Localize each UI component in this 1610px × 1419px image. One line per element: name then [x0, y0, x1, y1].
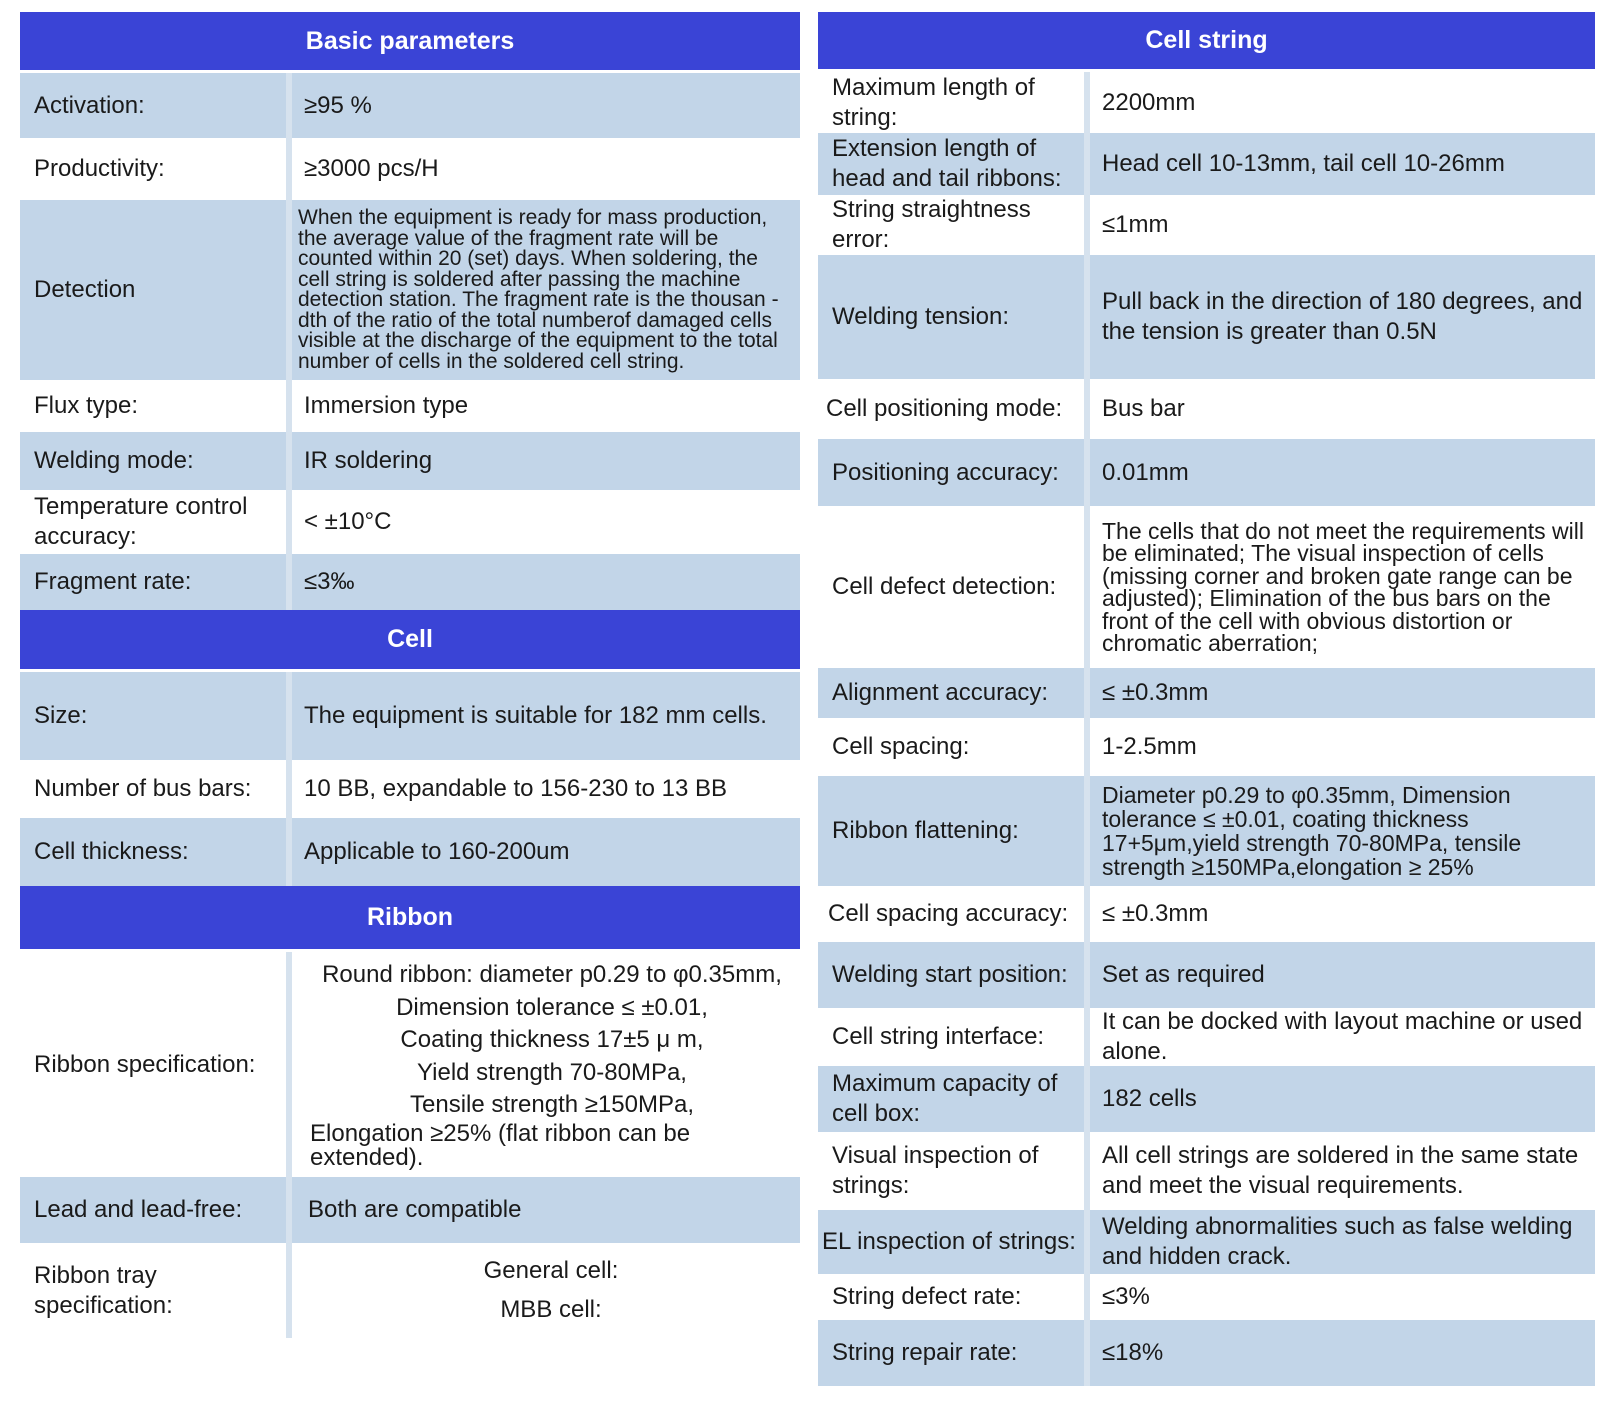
spec-value: ≤18%: [1090, 1320, 1595, 1386]
spec-row-el-inspection: [818, 1210, 1595, 1274]
spec-value: 1-2.5mm: [1090, 718, 1595, 776]
spec-key: Visual inspection of strings:: [818, 1132, 1090, 1210]
spec-key: Welding tension:: [818, 255, 1090, 379]
section-header-cell: Cell: [20, 610, 800, 672]
spec-row-activation: [20, 73, 800, 138]
spec-key: Maximum length of string:: [818, 72, 1090, 133]
spec-key: Ribbon flattening:: [818, 776, 1090, 886]
spec-key: Fragment rate:: [20, 554, 292, 610]
spec-value: It can be docked with layout machine or used alone.: [1090, 1008, 1595, 1066]
spec-value: ≤1mm: [1090, 195, 1595, 255]
spec-key: Ribbon tray specification:: [20, 1243, 292, 1338]
right-spec-table: [818, 12, 1595, 1386]
spec-row-detection: [20, 200, 800, 380]
spec-row-ribbon-flattening: [818, 776, 1595, 886]
spec-line: Dimension tolerance ≤ ±0.01,: [396, 993, 708, 1021]
spec-key: Cell string interface:: [818, 1008, 1090, 1066]
spec-row-extension-length: [818, 133, 1595, 195]
spec-key: Productivity:: [20, 138, 292, 200]
spec-value: 2200mm: [1090, 72, 1595, 133]
spec-key: Positioning accuracy:: [818, 439, 1090, 506]
spec-value: Bus bar: [1090, 379, 1595, 439]
spec-row-cell-defect-detection: [818, 506, 1595, 668]
spec-row-ribbon-tray: [20, 1243, 800, 1338]
spec-key: Number of bus bars:: [20, 760, 292, 818]
left-spec-table: [20, 12, 800, 1338]
spec-key: String repair rate:: [818, 1320, 1090, 1386]
spec-key: Cell spacing:: [818, 718, 1090, 776]
spec-key: String straightness error:: [818, 195, 1090, 255]
spec-value-list: [292, 1243, 800, 1338]
spec-key: Size:: [20, 672, 292, 760]
spec-value: ≥95 %: [292, 73, 800, 138]
spec-row-cell-positioning-mode: [818, 379, 1595, 439]
spec-value: Set as required: [1090, 942, 1595, 1008]
spec-line: Yield strength 70-80MPa,: [417, 1058, 687, 1086]
spec-line: Coating thickness 17±5 μ m,: [400, 1026, 704, 1054]
spec-value: IR soldering: [292, 432, 800, 490]
spec-row-straightness-error: [818, 195, 1595, 255]
spec-row-max-string-length: [818, 72, 1595, 133]
spec-row-lead-free: [20, 1177, 800, 1243]
spec-value: When the equipment is ready for mass production, the average value of the fragment rate will be counted within 20 (set) days. When soldering, the cell string is soldered after passing the machine detection station. The fragment rate is the thousan -dth of the ratio of the total numberof damaged cells visible at the discharge of the equipment to the total number of cells in the soldered cell string.: [292, 200, 800, 380]
spec-line: Round ribbon: diameter p0.29 to φ0.35mm,: [322, 961, 782, 989]
spec-value: The cells that do not meet the requirements will be eliminated; The visual inspection of cells (missing corner and broken gate range can be adjusted); Elimination of the bus bars on the front of the cell with obvious distortion or chromatic aberration;: [1090, 506, 1595, 668]
spec-value: All cell strings are soldered in the same state and meet the visual requirements.: [1090, 1132, 1595, 1210]
spec-value: Both are compatible: [292, 1177, 800, 1243]
spec-value: Pull back in the direction of 180 degrees, and the tension is greater than 0.5N: [1090, 255, 1595, 379]
spec-key: Welding start position:: [818, 942, 1090, 1008]
spec-key: Maximum capacity of cell box:: [818, 1066, 1090, 1132]
spec-row-cell-string-interface: [818, 1008, 1595, 1066]
spec-row-flux-type: [20, 380, 800, 432]
spec-key: Flux type:: [20, 380, 292, 432]
spec-value: Applicable to 160-200um: [292, 818, 800, 886]
spec-value-list: [292, 952, 800, 1177]
spec-line: Tensile strength ≥150MPa,: [410, 1091, 694, 1119]
spec-line: Elongation ≥25% (flat ribbon can be extended).: [310, 1119, 691, 1171]
spec-row-bus-bars: [20, 760, 800, 818]
spec-key: Extension length of head and tail ribbons:: [818, 133, 1090, 195]
spec-row-welding-tension: [818, 255, 1595, 379]
spec-row-ribbon-specification: [20, 952, 800, 1177]
spec-row-string-repair-rate: [818, 1320, 1595, 1386]
spec-value: 10 BB, expandable to 156-230 to 13 BB: [292, 760, 800, 818]
spec-key: Alignment accuracy:: [818, 668, 1090, 718]
spec-value: Diameter p0.29 to φ0.35mm, Dimension tolerance ≤ ±0.01, coating thickness 17+5μm,yield strength 70-80MPa, tensile strength ≥150MPa,elongation ≥ 25%: [1090, 776, 1595, 886]
spec-key: Ribbon specification:: [20, 952, 292, 1177]
spec-key: Detection: [20, 200, 292, 380]
section-header-cell-string: Cell string: [818, 12, 1595, 72]
spec-key: String defect rate:: [818, 1274, 1090, 1320]
spec-key: Temperature control accuracy:: [20, 490, 292, 554]
spec-row-welding-start-position: [818, 942, 1595, 1008]
spec-value: ≥3000 pcs/H: [292, 138, 800, 200]
spec-key: Cell positioning mode:: [818, 379, 1090, 439]
spec-value: ≤3%: [1090, 1274, 1595, 1320]
section-header-ribbon: Ribbon: [20, 886, 800, 952]
spec-row-welding-mode: [20, 432, 800, 490]
spec-row-temperature-accuracy: [20, 490, 800, 554]
spec-key: Lead and lead-free:: [20, 1177, 292, 1243]
spec-line: General cell:: [483, 1257, 619, 1284]
spec-key: Cell defect detection:: [818, 506, 1090, 668]
spec-row-cell-spacing: [818, 718, 1595, 776]
spec-row-max-capacity-cell-box: [818, 1066, 1595, 1132]
spec-value: ≤ ±0.3mm: [1090, 668, 1595, 718]
spec-key: Cell thickness:: [20, 818, 292, 886]
spec-key: Cell spacing accuracy:: [818, 886, 1090, 942]
section-header-basic-parameters: Basic parameters: [20, 12, 800, 73]
spec-value: ≤3‰: [292, 554, 800, 610]
spec-line: MBB cell:: [500, 1296, 602, 1323]
spec-row-size: [20, 672, 800, 760]
spec-key: EL inspection of strings:: [818, 1210, 1090, 1274]
spec-value: 0.01mm: [1090, 439, 1595, 506]
spec-value: The equipment is suitable for 182 mm cells.: [292, 672, 800, 760]
spec-value: < ±10°C: [292, 490, 800, 554]
spec-row-fragment-rate: [20, 554, 800, 610]
spec-value: 182 cells: [1090, 1066, 1595, 1132]
spec-row-cell-thickness: [20, 818, 800, 886]
spec-value: Welding abnormalities such as false welding and hidden crack.: [1090, 1210, 1595, 1274]
spec-row-positioning-accuracy: [818, 439, 1595, 506]
spec-key: Activation:: [20, 73, 292, 138]
spec-row-alignment-accuracy: [818, 668, 1595, 718]
spec-value: ≤ ±0.3mm: [1090, 886, 1595, 942]
spec-value: Immersion type: [292, 380, 800, 432]
spec-row-cell-spacing-accuracy: [818, 886, 1595, 942]
spec-row-productivity: [20, 138, 800, 200]
spec-key: Welding mode:: [20, 432, 292, 490]
spec-value: Head cell 10-13mm, tail cell 10-26mm: [1090, 133, 1595, 195]
spec-row-visual-inspection: [818, 1132, 1595, 1210]
spec-row-string-defect-rate: [818, 1274, 1595, 1320]
